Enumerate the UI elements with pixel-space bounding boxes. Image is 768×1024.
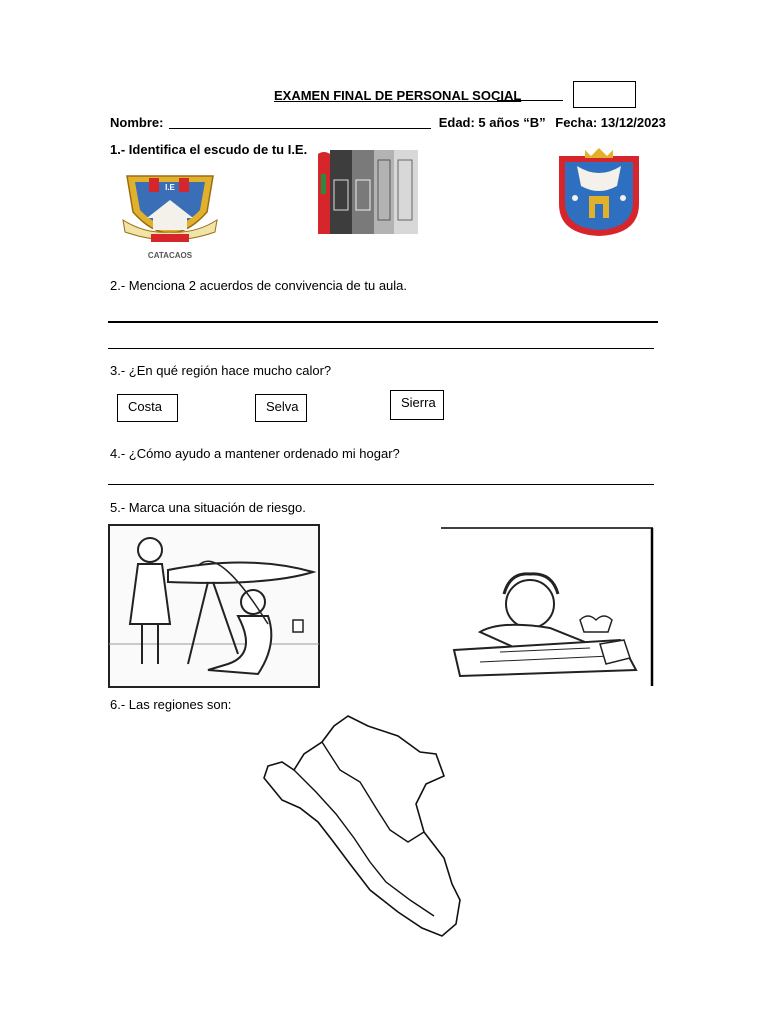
answer-line-2b[interactable]	[108, 348, 654, 349]
student-info-row	[110, 115, 666, 130]
answer-line-4[interactable]	[108, 484, 654, 485]
risk-situation-iron-outlet[interactable]	[108, 524, 320, 688]
shield-1-caption: CATACAOS	[147, 251, 193, 260]
name-label: Nombre:	[110, 115, 164, 130]
option-costa[interactable]: Costa	[117, 394, 178, 422]
question-4: 4.- ¿Cómo ayudo a mantener ordenado mi hogar?	[110, 446, 400, 461]
title-blank-line	[497, 100, 563, 101]
school-banner-logo[interactable]	[318, 150, 418, 234]
option-selva[interactable]: Selva	[255, 394, 307, 422]
risk-situation-puzzle[interactable]	[440, 524, 654, 688]
question-3: 3.- ¿En qué región hace mucho calor?	[110, 363, 332, 378]
school-shield-1[interactable]	[115, 168, 225, 262]
peru-regions-map[interactable]	[258, 712, 488, 940]
district-coat-of-arms[interactable]	[557, 148, 641, 238]
question-6: 6.- Las regiones son:	[110, 697, 232, 712]
exam-title: EXAMEN FINAL DE PERSONAL SOCIAL	[274, 88, 522, 103]
question-2: 2.- Menciona 2 acuerdos de convivencia de tu aula.	[110, 278, 408, 293]
name-field[interactable]	[169, 128, 431, 129]
score-box[interactable]	[573, 81, 636, 108]
question-1: 1.- Identifica el escudo de tu I.E.	[110, 142, 308, 157]
question-5: 5.- Marca una situación de riesgo.	[110, 500, 306, 515]
date-label: Fecha: 13/12/2023	[555, 115, 666, 130]
age-label: Edad: 5 años “B”	[438, 115, 546, 130]
shield-1-letters: I.E	[165, 183, 175, 192]
option-sierra[interactable]: Sierra	[390, 390, 444, 420]
answer-line-2a[interactable]	[108, 321, 658, 323]
